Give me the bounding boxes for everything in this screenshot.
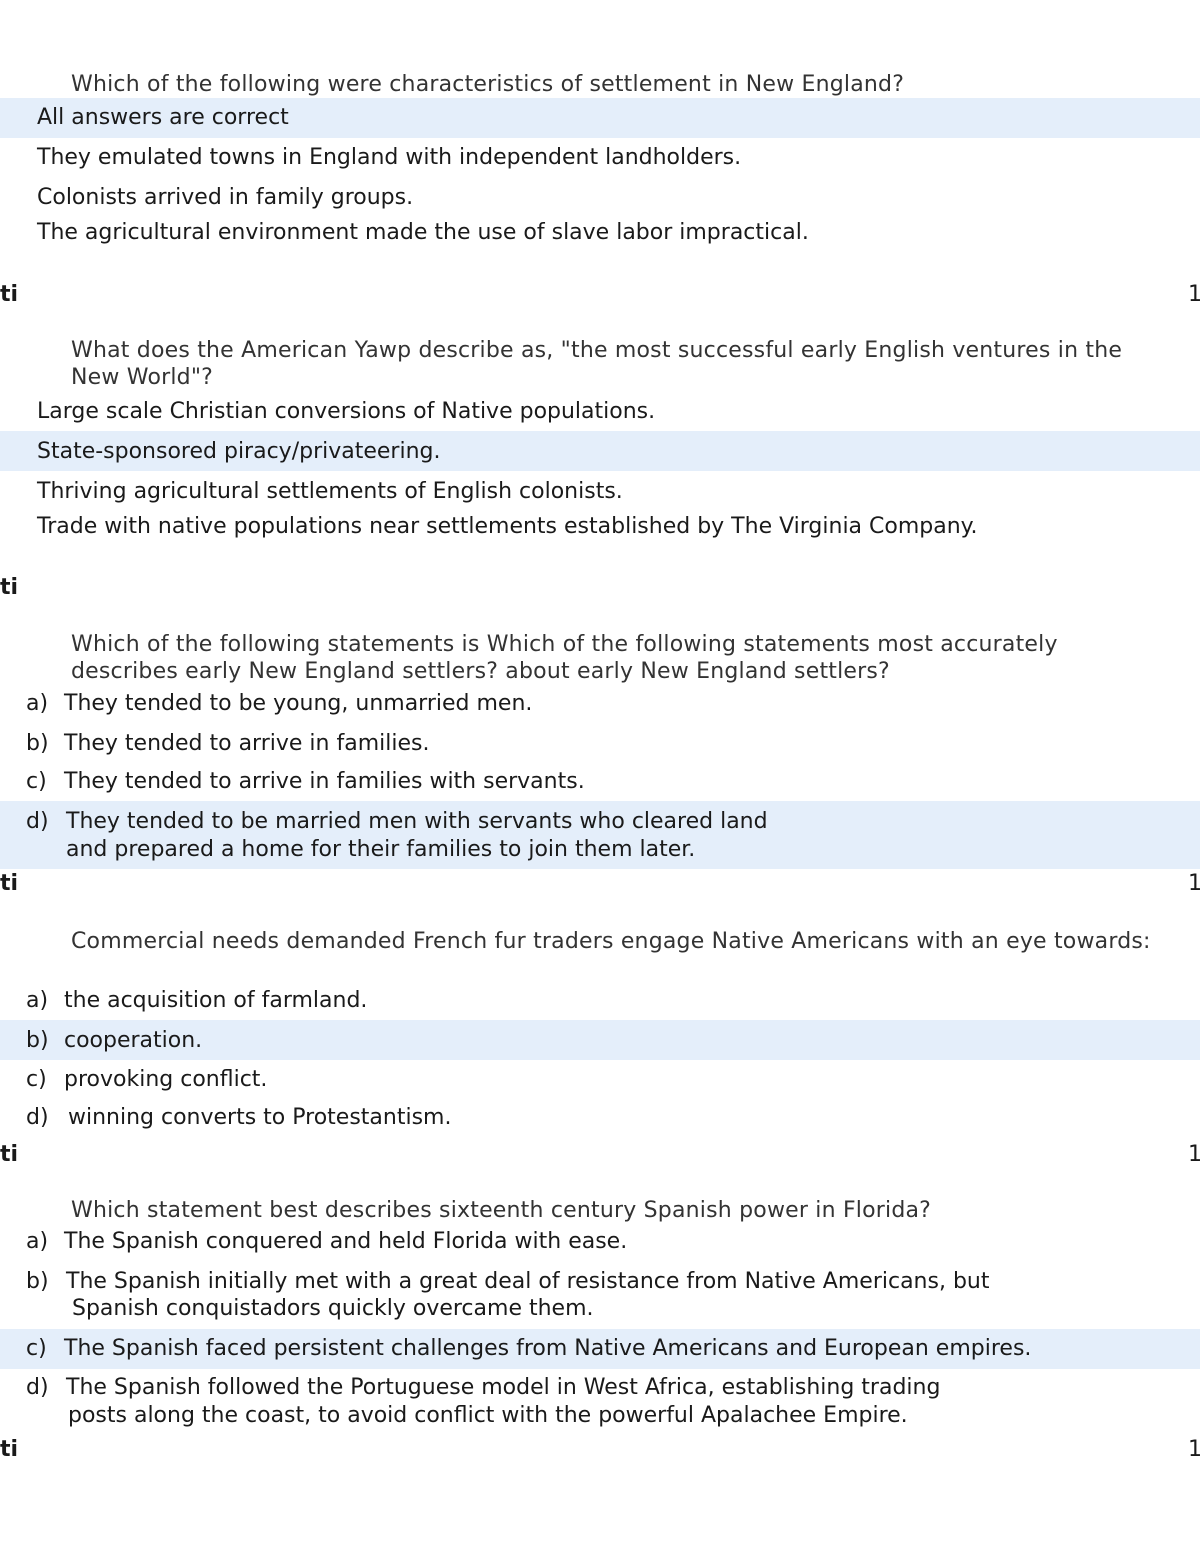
option-text: The Spanish faced persistent challenges from Native Americans and European empires. [64,1336,1032,1361]
question-5-prompt: Which statement best describes sixteenth century Spanish power in Florida? [71,1198,932,1223]
question-marker: ti [0,1437,19,1462]
option-letter: a) [26,988,49,1013]
question-2-option-4[interactable] [0,511,1200,543]
question-1-option-2[interactable] [0,142,1200,174]
option-letter: d) [26,1105,49,1130]
question-4-prompt: Commercial needs demanded French fur traders engage Native Americans with an eye towards: [71,929,1151,954]
question-1-option-4[interactable] [0,217,1200,249]
option-letter: c) [26,1067,47,1092]
option-text-continued: Spanish conquistadors quickly overcame them. [72,1296,594,1321]
question-4-option-b[interactable] [0,1020,1200,1060]
question-3-option-b[interactable] [0,728,1200,760]
question-5-option-b[interactable] [0,1266,1200,1326]
option-text: They tended to be young, unmarried men. [64,691,533,716]
question-3-option-d[interactable] [0,801,1200,869]
option-text: They tended to arrive in families. [64,731,430,756]
question-marker: ti [0,575,19,600]
option-text-continued: posts along the coast, to avoid conflict with the powerful Apalachee Empire. [68,1403,908,1428]
question-5-option-c[interactable] [0,1329,1200,1369]
question-5-option-a[interactable] [0,1226,1200,1258]
question-5-option-d[interactable] [0,1372,1200,1432]
option-text: The agricultural environment made the use of slave labor impractical. [37,220,809,245]
question-3-option-c[interactable] [0,766,1200,798]
page-number: 1 [1188,1437,1202,1462]
option-letter: b) [26,1269,49,1294]
question-marker: ti [0,1142,19,1167]
question-marker: ti [0,871,19,896]
option-text: The Spanish conquered and held Florida with ease. [64,1229,628,1254]
option-text: The Spanish initially met with a great deal of resistance from Native Americans, but [66,1269,990,1294]
page-number: 1 [1188,871,1202,896]
question-2-option-2[interactable] [0,431,1200,471]
option-text: cooperation. [64,1028,203,1053]
question-4-option-d[interactable] [0,1102,1200,1134]
option-text: Trade with native populations near settlements established by The Virginia Company. [37,514,978,539]
question-2-option-1[interactable] [0,396,1200,428]
page-number: 1 [1188,282,1202,307]
question-1-option-3[interactable] [0,182,1200,214]
option-text: They tended to be married men with servants who cleared land [66,809,768,834]
option-text: They emulated towns in England with independent landholders. [37,145,742,170]
question-1-prompt: Which of the following were characteristics of settlement in New England? [71,72,905,97]
option-text: provoking conflict. [64,1067,268,1092]
option-letter: c) [26,1336,47,1361]
option-text: State-sponsored piracy/privateering. [37,439,441,464]
question-4-option-c[interactable] [0,1064,1200,1096]
option-letter: b) [26,731,49,756]
option-letter: c) [26,769,47,794]
option-text: They tended to arrive in families with servants. [64,769,585,794]
option-text: All answers are correct [37,105,289,130]
option-text: winning converts to Protestantism. [68,1105,452,1130]
option-text: Colonists arrived in family groups. [37,185,414,210]
option-text-continued: and prepared a home for their families to join them later. [66,837,696,862]
question-marker: ti [0,282,19,307]
question-1-option-1[interactable] [0,98,1200,138]
option-letter: a) [26,1229,49,1254]
option-letter: a) [26,691,49,716]
option-letter: b) [26,1028,49,1053]
question-2-prompt: What does the American Yawp describe as, "the most successful early English ventures in the New World"? [71,338,1123,390]
question-4-option-a[interactable] [0,985,1200,1017]
question-3-option-a[interactable] [0,688,1200,720]
option-text: Large scale Christian conversions of Native populations. [37,399,656,424]
option-letter: d) [26,809,49,834]
question-2-option-3[interactable] [0,476,1200,508]
option-text: Thriving agricultural settlements of English colonists. [37,479,623,504]
option-text: The Spanish followed the Portuguese model in West Africa, establishing trading [66,1375,941,1400]
option-text: the acquisition of farmland. [64,988,368,1013]
page-number: 1 [1188,1142,1202,1167]
question-3-prompt: Which of the following statements is Which of the following statements most accurately describes early New England settlers? about early New England settlers? [71,632,1058,684]
option-letter: d) [26,1375,49,1400]
